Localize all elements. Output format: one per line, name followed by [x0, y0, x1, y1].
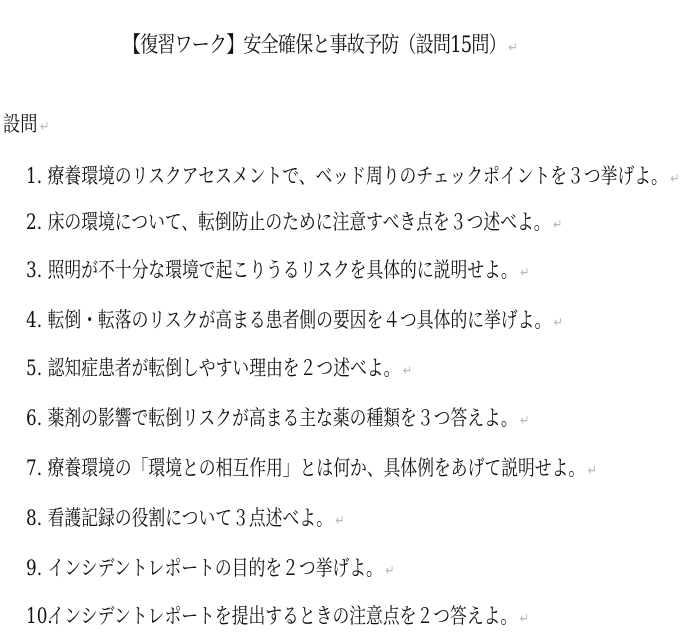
question-number: 3. [26, 258, 43, 282]
question-text: 看護記録の役割について３点述べよ。 [47, 506, 333, 530]
paragraph-mark-icon: ↵ [553, 217, 563, 233]
paragraph-mark-icon: ↵ [335, 513, 345, 529]
paragraph-mark-icon: ↵ [39, 119, 50, 135]
question-number: 2. [26, 210, 43, 234]
paragraph-mark-icon: ↵ [553, 315, 564, 331]
question-item [26, 304, 563, 339]
question-item [26, 452, 597, 487]
question-item [26, 160, 680, 195]
question-number: 9. [26, 556, 43, 580]
question-item [26, 600, 529, 635]
question-number: 6. [26, 406, 43, 430]
question-number: 7. [26, 456, 43, 480]
question-text: 転倒・転落のリスクが高まる患者側の要因を４つ具体的に挙げよ。 [47, 308, 552, 332]
paragraph-mark-icon: ↵ [519, 611, 530, 627]
paragraph-mark-icon: ↵ [520, 265, 530, 281]
paragraph-mark-icon: ↵ [508, 40, 518, 56]
question-text: インシデントレポートを提出するときの注意点を２つ答えよ。 [47, 604, 518, 628]
question-number: 5. [26, 356, 43, 380]
paragraph-mark-icon: ↵ [385, 563, 395, 579]
question-text: 床の環境について、転倒防止のために注意すべき点を３つ述べよ。 [47, 210, 551, 234]
question-item [26, 254, 529, 289]
question-item [26, 502, 345, 537]
paragraph-mark-icon: ↵ [670, 171, 680, 187]
question-text: 療養環境の「環境との相互作用」とは何か、具体例をあげて説明せよ。 [47, 456, 586, 480]
paragraph-mark-icon: ↵ [587, 463, 597, 479]
question-item [26, 206, 562, 241]
question-item [26, 402, 529, 437]
section-heading [3, 108, 50, 143]
question-text: 療養環境のリスクアセスメントで、ベッド周りのチェックポイントを３つ挙げよ。 [47, 164, 668, 188]
question-number: 4. [26, 308, 43, 332]
question-text: 薬剤の影響で転倒リスクが高まる主な薬の種類を３つ答えよ。 [47, 406, 518, 430]
section-heading-text: 設問 [3, 112, 38, 136]
question-text: 照明が不十分な環境で起こりうるリスクを具体的に説明せよ。 [47, 258, 518, 282]
question-text: インシデントレポートの目的を２つ挙げよ。 [47, 556, 383, 580]
question-item [26, 352, 412, 387]
paragraph-mark-icon: ↵ [402, 363, 413, 379]
document-title-text: 【復習ワーク】安全確保と事故予防（設問15問） [122, 33, 506, 58]
question-number: 10. [26, 604, 53, 628]
question-number: 1. [26, 164, 43, 188]
question-text: 認知症患者が転倒しやすい理由を２つ述べよ。 [47, 356, 401, 380]
paragraph-mark-icon: ↵ [520, 413, 530, 429]
question-item [26, 552, 395, 587]
question-number: 8. [26, 506, 43, 530]
document-title [58, 30, 583, 64]
